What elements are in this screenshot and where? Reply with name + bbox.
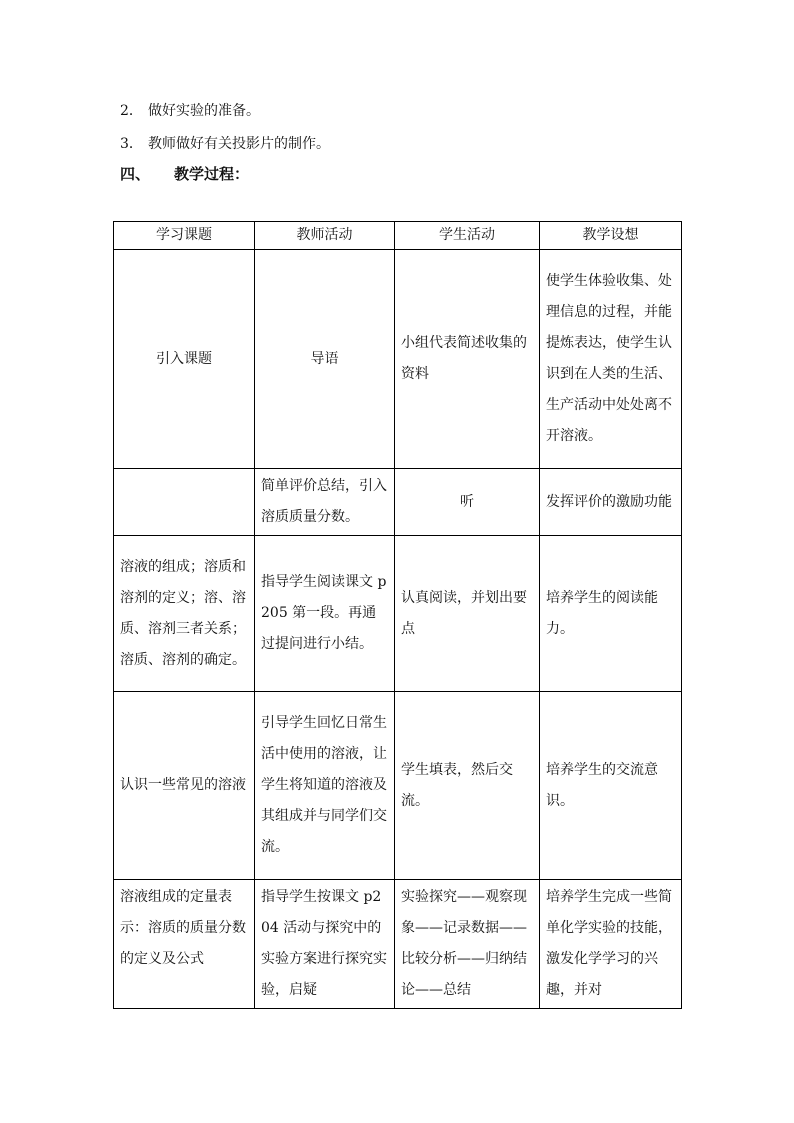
prep-item-2-text: 做好实验的准备。 (148, 103, 260, 119)
table-row (114, 469, 682, 536)
prep-item-3-text: 教师做好有关投影片的制作。 (148, 136, 330, 152)
prep-item-2-number: 2． (120, 103, 143, 119)
cell-student-activity: 小组代表简述收集的资料 (395, 250, 540, 469)
section-title: 教学过程： (174, 165, 250, 183)
prep-item-3 (120, 134, 330, 154)
header-teaching-design: 教学设想 (540, 222, 682, 250)
cell-teaching-design: 培养学生完成一些简单化学实验的技能，激发化学学习的兴趣，并对 (540, 880, 682, 1009)
cell-teaching-design: 使学生体验收集、处理信息的过程，并能提炼表达，使学生认识到在人类的生活、生产活动中处处离不开溶液。 (540, 250, 682, 469)
cell-teacher-activity: 指导学生阅读课文 p205 第一段。再通过提问进行小结。 (255, 536, 395, 692)
cell-topic: 溶液的组成；溶质和溶剂的定义；溶、溶质、溶剂三者关系；溶质、溶剂的确定。 (114, 536, 255, 692)
prep-item-3-number: 3． (120, 136, 143, 152)
cell-topic: 认识一些常见的溶液 (114, 692, 255, 880)
header-teacher-activity: 教师活动 (255, 222, 395, 250)
cell-student-activity: 学生填表，然后交流。 (395, 692, 540, 880)
cell-teacher-activity: 指导学生按课文 p204 活动与探究中的实验方案进行探究实验，启疑 (255, 880, 395, 1009)
cell-teaching-design: 培养学生的阅读能力。 (540, 536, 682, 692)
section-number: 四、 (120, 165, 151, 183)
teaching-process-table (113, 221, 682, 1009)
table-row (114, 692, 682, 880)
cell-topic: 溶液组成的定量表示：溶质的质量分数的定义及公式 (114, 880, 255, 1009)
cell-topic (114, 469, 255, 536)
table-row (114, 250, 682, 469)
table-row (114, 880, 682, 1009)
table-header-row (114, 222, 682, 250)
cell-student-activity: 听 (395, 469, 540, 536)
prep-item-2 (120, 101, 260, 121)
cell-student-activity: 实验探究——观察现象——记录数据——比较分析——归纳结论——总结 (395, 880, 540, 1009)
cell-teaching-design: 发挥评价的激励功能 (540, 469, 682, 536)
section-heading (120, 164, 249, 184)
cell-teacher-activity: 引导学生回忆日常生活中使用的溶液，让学生将知道的溶液及其组成并与同学们交流。 (255, 692, 395, 880)
cell-teacher-activity: 简单评价总结，引入溶质质量分数。 (255, 469, 395, 536)
cell-topic: 引入课题 (114, 250, 255, 469)
cell-teaching-design: 培养学生的交流意识。 (540, 692, 682, 880)
cell-student-activity: 认真阅读，并划出要点 (395, 536, 540, 692)
header-student-activity: 学生活动 (395, 222, 540, 250)
table-row (114, 536, 682, 692)
header-topic: 学习课题 (114, 222, 255, 250)
cell-teacher-activity: 导语 (255, 250, 395, 469)
